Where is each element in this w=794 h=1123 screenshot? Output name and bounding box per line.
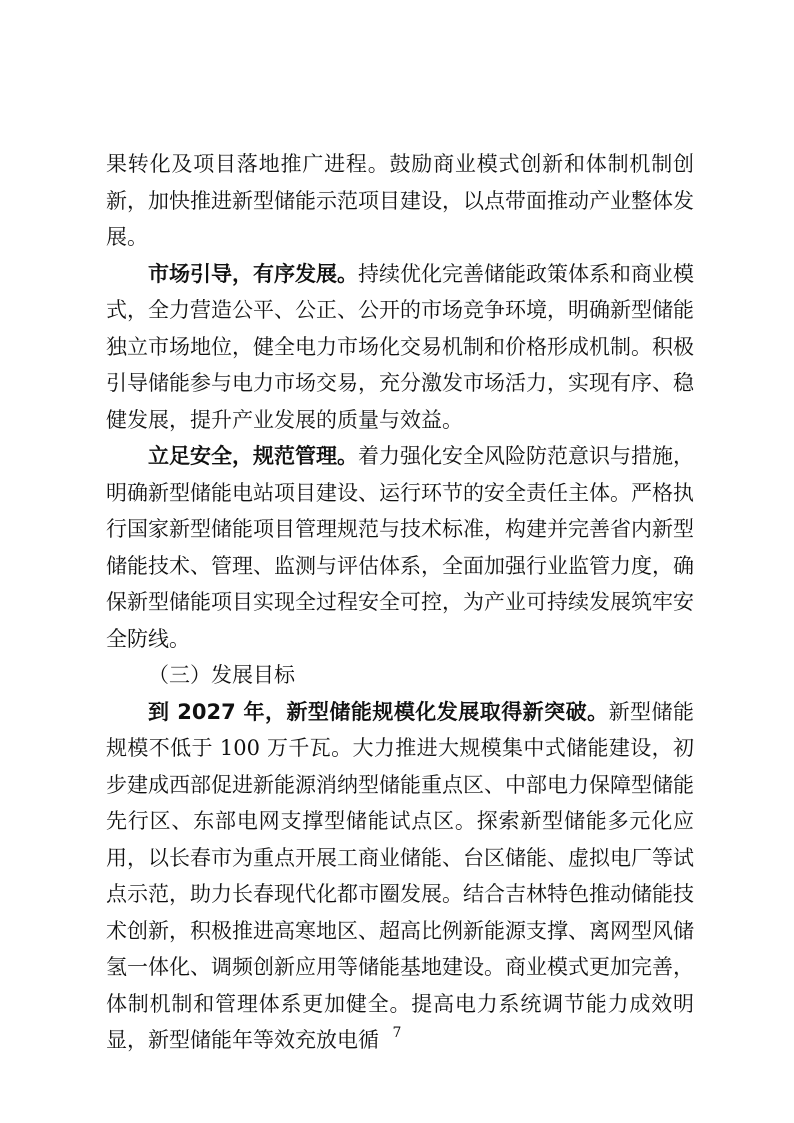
paragraph-heading: 立足安全，规范管理。 xyxy=(148,444,358,468)
paragraph-text: 着力强化安全风险防范意识与措施，明确新型储能电站项目建设、运行环节的安全责任主体。严格执行国家新型储能项目管理规范与技术标准，构建并完善省内新型储能技术、管理、监测与评估体系，全面加强行业监管力度，确保新型储能项目实现全过程安全可控，为产业可持续发展筑牢安全防线。 xyxy=(106,444,694,651)
paragraph-text: 持续优化完善储能政策体系和商业模式，全力营造公平、公正、公开的市场竞争环境，明确新型储能独立市场地位，健全电力市场化交易机制和价格形成机制。积极引导储能参与电力市场交易，充分激发市场活力，实现有序、稳健发展，提升产业发展的质量与效益。 xyxy=(106,261,694,432)
section-title: （三）发展目标 xyxy=(148,663,295,687)
paragraph-safety xyxy=(106,438,694,657)
paragraph-goal-2027 xyxy=(106,694,694,1059)
paragraph-continuation xyxy=(106,146,694,256)
paragraph-heading: 到 2027 年，新型储能规模化发展取得新突破。 xyxy=(148,699,609,724)
page-number: 7 xyxy=(392,1025,402,1041)
paragraph-text: 果转化及项目落地推广进程。鼓励商业模式创新和体制机制创新，加快推进新型储能示范项目建设，以点带面推动产业整体发展。 xyxy=(106,152,694,249)
paragraph-market-guidance xyxy=(106,256,694,439)
paragraph-heading: 市场引导，有序发展。 xyxy=(148,261,358,286)
paragraph-text: 新型储能规模不低于 100 万千瓦。大力推进大规模集中式储能建设，初步建成西部促进新能源消纳型储能重点区、中部电力保障型储能先行区、东部电网支撑型储能试点区。探索新型储能多元化应用，以长春市为重点开展工商业储能、台区储能、虚拟电厂等试点示范，助力长春现代化都市圈发展。结合吉林特色推动储能技术创新，积极推进高寒地区、超高比例新能源支撑、离网型风储氢一体化、调频创新应用等储能基地建设。商业模式更加完善，体制机制和管理体系更加健全。提高电力系统调节能力成效明显，新型储能年等效充放电循 xyxy=(106,699,695,1052)
document-body xyxy=(106,146,694,1059)
